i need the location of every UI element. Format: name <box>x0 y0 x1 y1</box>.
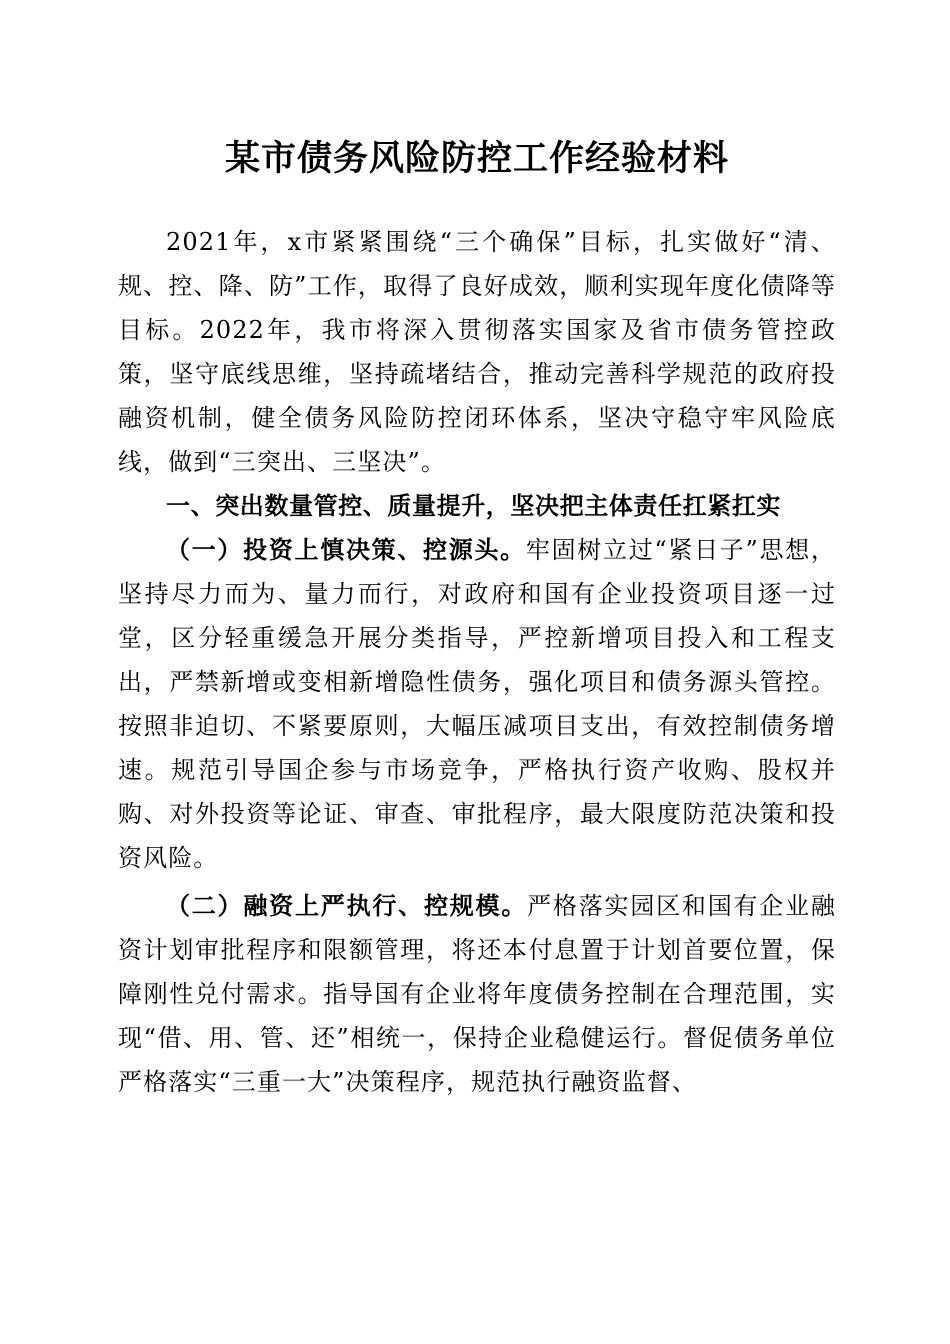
paragraph-financing <box>118 884 836 1104</box>
document-page <box>118 130 836 1104</box>
document-title: 某市债务风险防控工作经验材料 <box>224 138 729 179</box>
paragraph-lead: （一）投资上慎决策、控源头。 <box>166 535 526 564</box>
paragraph-body: 牢固树立过“紧日子”思想，坚持尽力而为、量力而行，对政府和国有企业投资项目逐一过堂，区分轻重缓急开展分类指导，严控新增项目投入和工程支出，严禁新增或变相新增隐性债务，强化项目和债务源头管控。按照非迫切、不紧要原则，大幅压减项目支出，有效控制债务增速。规范引导国企参与市场竞争，严格执行资产收购、股权并购、对外投资等论证、审查、审批程序，最大限度防范决策和投资风险。 <box>118 536 836 872</box>
paragraph-body: 严格落实园区和国有企业融资计划审批程序和限额管理，将还本付息置于计划首要位置，保障刚性兑付需求。指导国有企业将年度债务控制在合理范围，实现“借、用、管、还”相统一，保持企业稳健运行。督促债务单位严格落实“三重一大”决策程序，规范执行融资监督、 <box>118 892 836 1096</box>
section-heading: 一、突出数量管控、质量提升，坚决把主体责任扛紧扛实 <box>166 491 781 520</box>
paragraph-investment <box>118 528 836 880</box>
intro-paragraph: 2021年，x市紧紧围绕“三个确保”目标，扎实做好“清、规、控、降、防”工作，取得了良好成效，顺利实现年度化债降等目标。2022年，我市将深入贯彻落实国家及省市债务管控政策，坚守底线思维，坚持疏堵结合，推动完善科学规范的政府投融资机制，健全债务风险防控闭环体系，坚决守稳守牢风险底线，做到“三突出、三坚决”。 <box>118 228 836 476</box>
paragraph-lead: （二）融资上严执行、控规模。 <box>166 891 528 920</box>
